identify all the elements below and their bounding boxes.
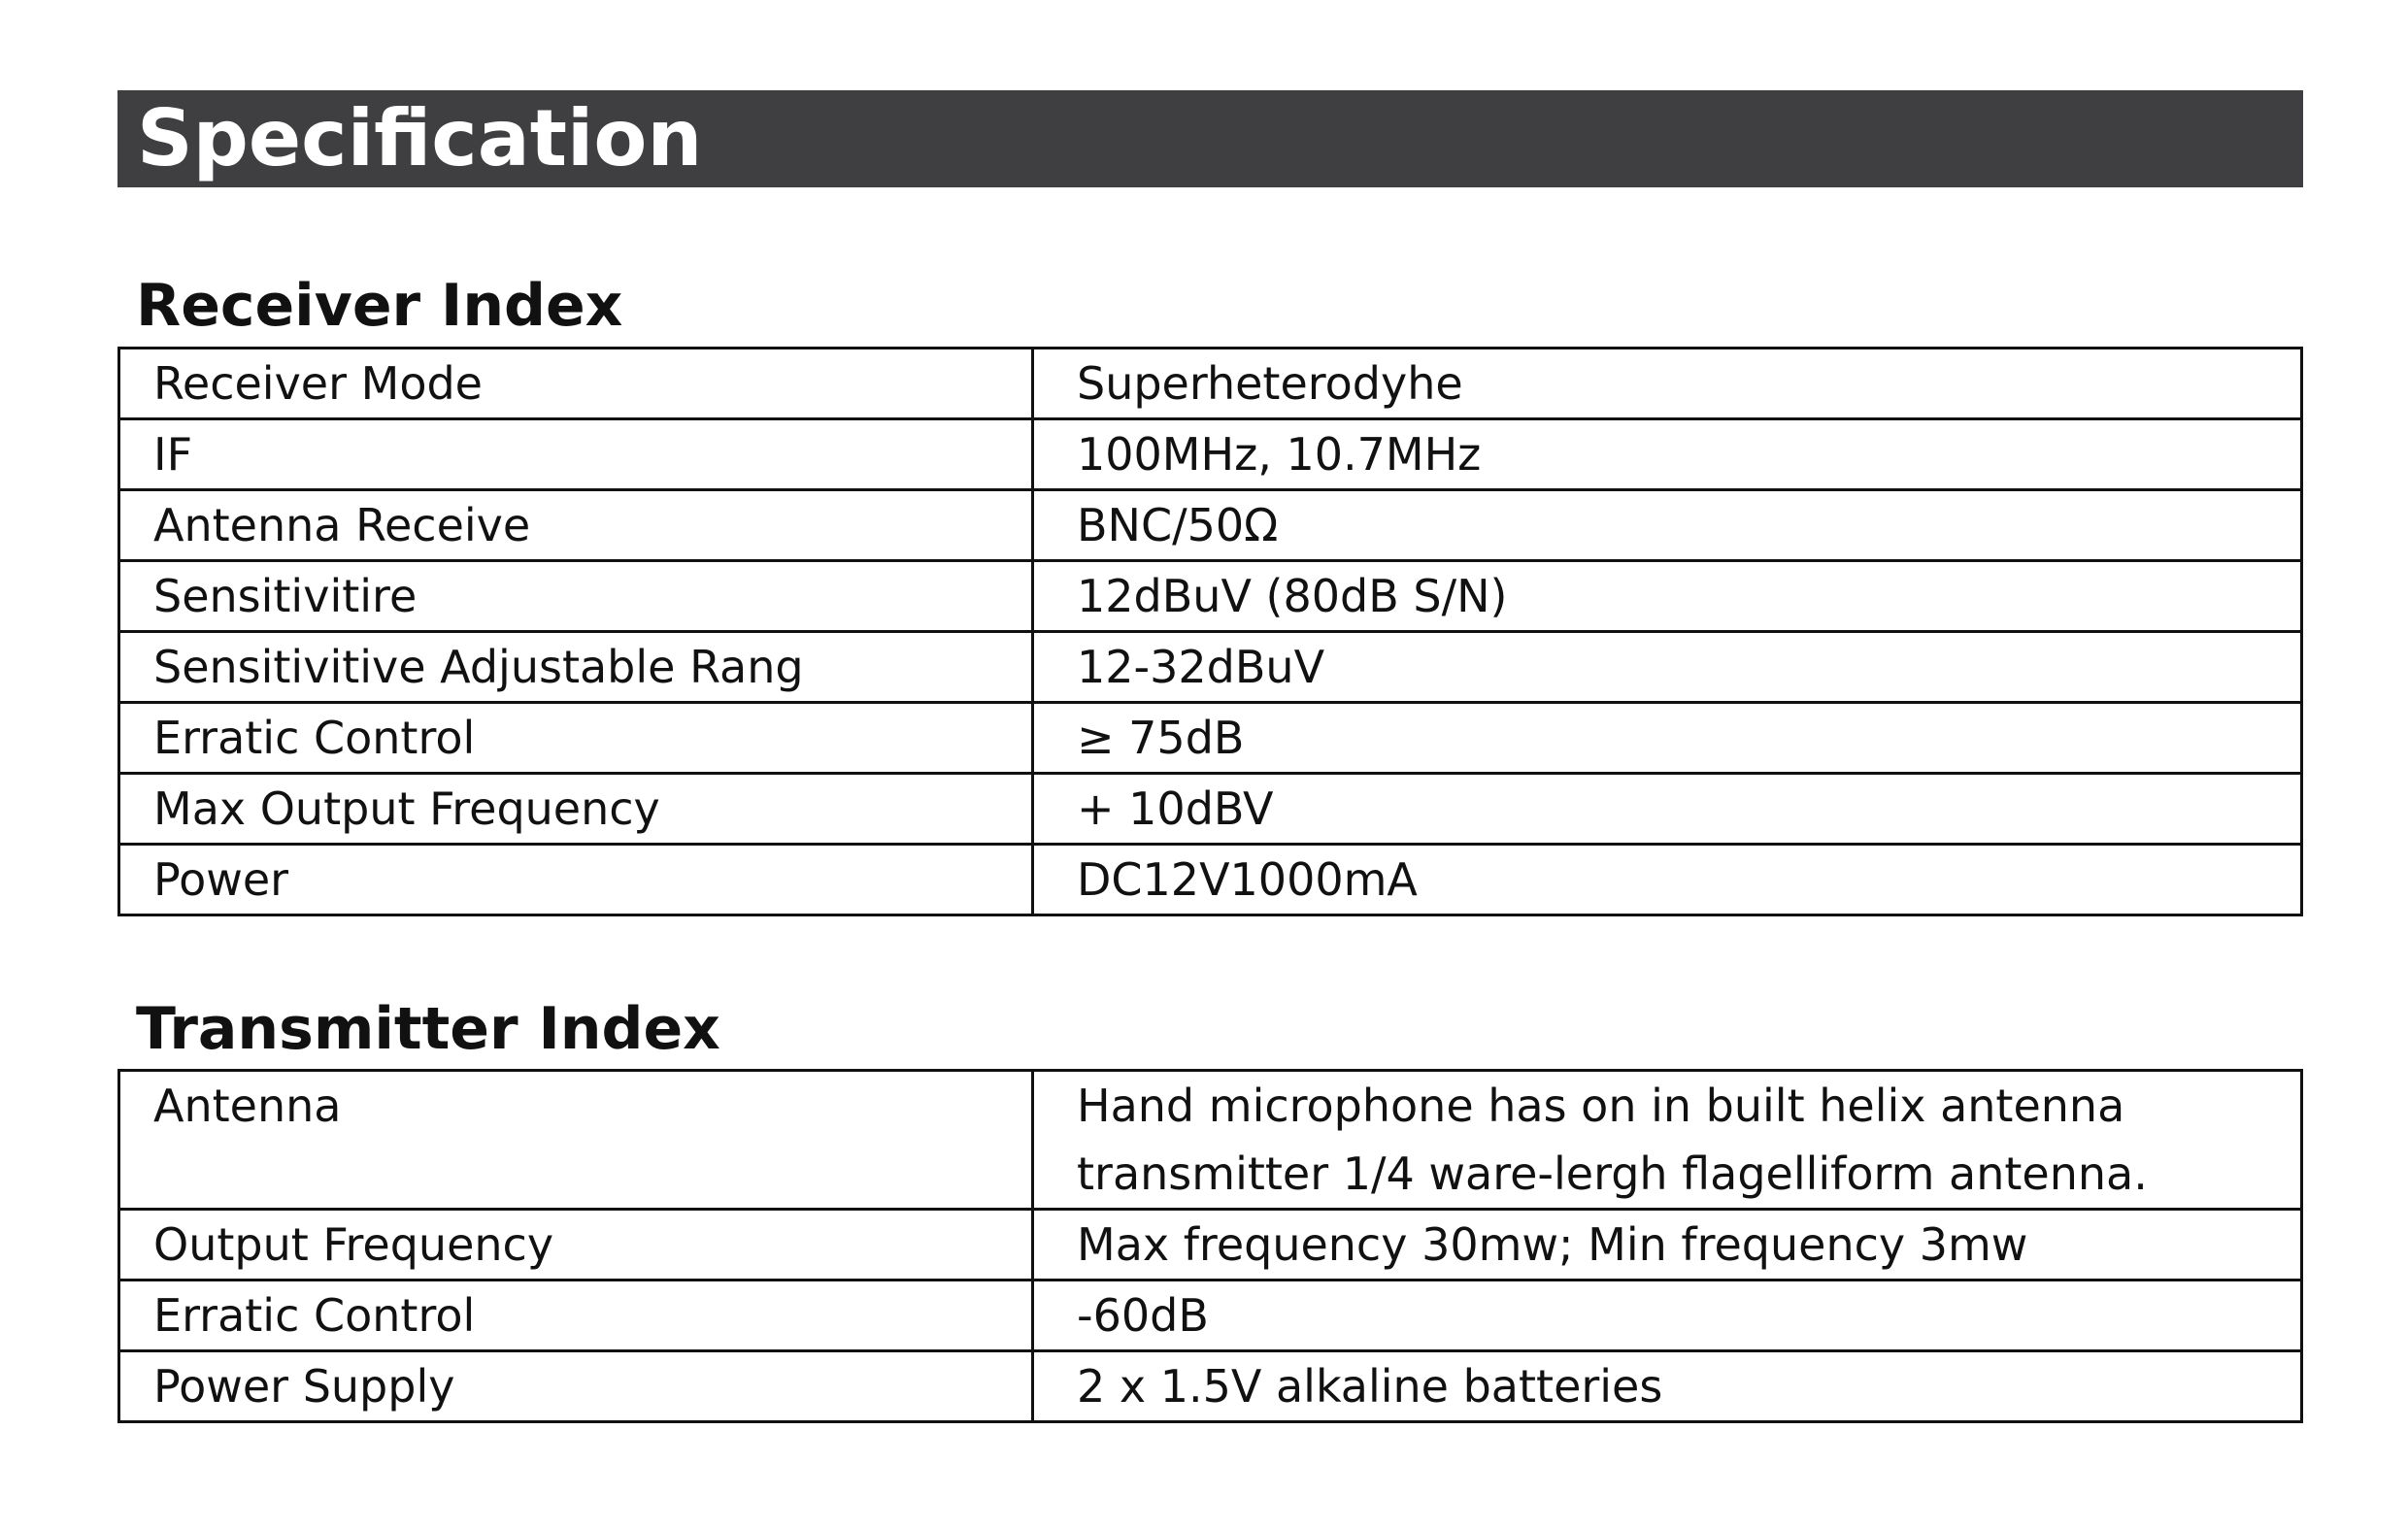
table-row — [119, 1351, 2302, 1422]
table-row — [119, 490, 2302, 561]
spec-value: 12dBuV (80dB S/N) — [1033, 561, 2302, 632]
spec-value: BNC/50Ω — [1033, 490, 2302, 561]
spec-value: -60dB — [1033, 1281, 2302, 1351]
table-row — [119, 349, 2302, 419]
spec-value-line: Hand microphone has on in built helix antenna — [1077, 1080, 2125, 1132]
spec-value-line: transmitter 1/4 ware-lergh flagelliform antenna. — [1077, 1148, 2148, 1200]
spec-value: Max frequency 30mw; Min frequency 3mw — [1033, 1210, 2302, 1281]
table-row — [119, 703, 2302, 774]
table-row — [119, 632, 2302, 703]
spec-value: + 10dBV — [1033, 774, 2302, 845]
spec-label: Power Supply — [119, 1351, 1033, 1422]
table-row — [119, 1281, 2302, 1351]
table-row — [119, 419, 2302, 490]
spec-label: Erratic Control — [119, 703, 1033, 774]
page-title: Specification — [137, 93, 703, 183]
spec-label: Receiver Mode — [119, 349, 1033, 419]
spec-value: ≥ 75dB — [1033, 703, 2302, 774]
spec-label: Antenna — [119, 1071, 1033, 1210]
spec-label: Max Output Frequency — [119, 774, 1033, 845]
spec-value: DC12V1000mA — [1033, 845, 2302, 915]
table-row — [119, 774, 2302, 845]
table-row — [119, 845, 2302, 915]
spec-label: Output Frequency — [119, 1210, 1033, 1281]
spec-label: IF — [119, 419, 1033, 490]
receiver-spec-table — [117, 347, 2303, 916]
page-title-banner — [117, 90, 2303, 187]
transmitter-index-heading: Transmitter Index — [136, 995, 720, 1063]
spec-label: Antenna Receive — [119, 490, 1033, 561]
spec-label: Sensitivitive Adjustable Rang — [119, 632, 1033, 703]
table-row — [119, 1071, 2302, 1210]
spec-value: Superheterodyhe — [1033, 349, 2302, 419]
spec-value: 100MHz, 10.7MHz — [1033, 419, 2302, 490]
spec-value: 12-32dBuV — [1033, 632, 2302, 703]
spec-label: Power — [119, 845, 1033, 915]
spec-label: Sensitivitire — [119, 561, 1033, 632]
spec-label: Erratic Control — [119, 1281, 1033, 1351]
table-row — [119, 561, 2302, 632]
spec-value — [1033, 1071, 2302, 1210]
spec-value: 2 x 1.5V alkaline batteries — [1033, 1351, 2302, 1422]
receiver-index-heading: Receiver Index — [136, 272, 623, 340]
table-row — [119, 1210, 2302, 1281]
transmitter-spec-table — [117, 1069, 2303, 1423]
